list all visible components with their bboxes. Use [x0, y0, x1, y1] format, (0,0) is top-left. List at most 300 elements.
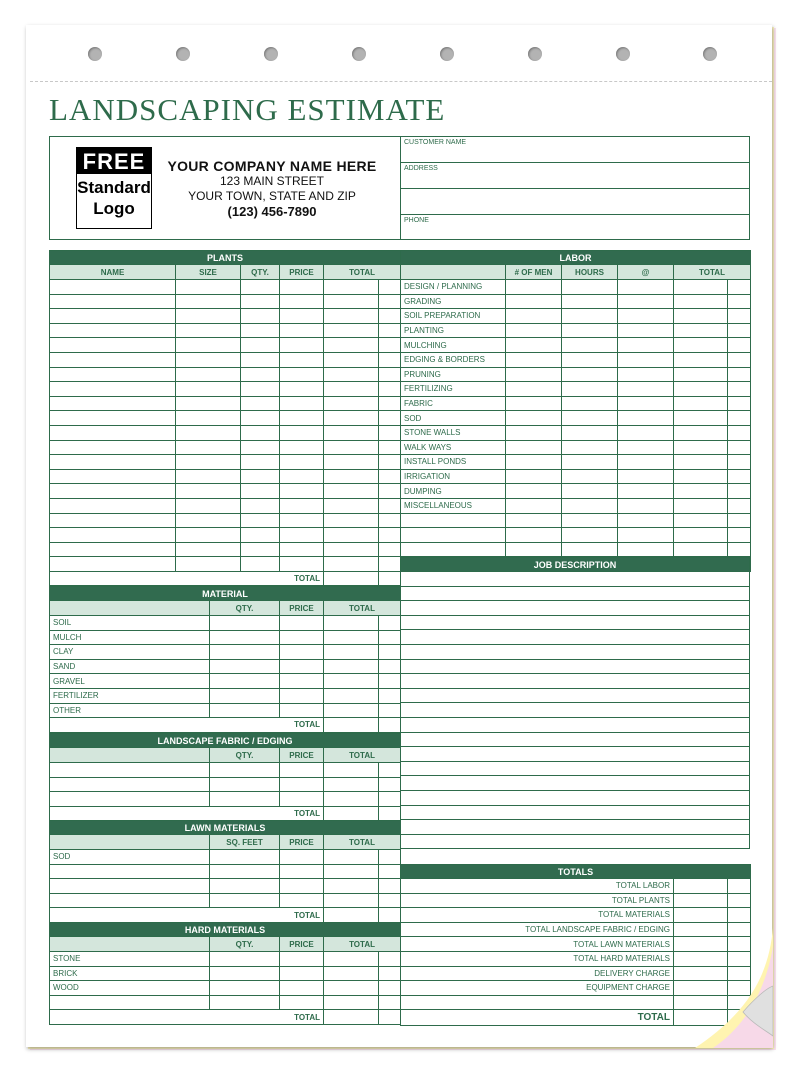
plant-name-cell[interactable]	[50, 455, 176, 470]
plant-size-cell[interactable]	[176, 382, 241, 397]
labor-rate-cell[interactable]	[618, 425, 674, 440]
material-qty-cell[interactable]	[210, 688, 280, 703]
labor-hours-cell[interactable]	[562, 455, 618, 470]
lawn-item-blank[interactable]	[50, 864, 210, 879]
hard-cents-cell[interactable]	[379, 995, 401, 1010]
plant-size-cell[interactable]	[176, 498, 241, 513]
labor-hours-cell[interactable]	[562, 396, 618, 411]
job-description-line[interactable]	[401, 615, 750, 630]
labor-men-cell[interactable]	[506, 498, 562, 513]
labor-rate-cell[interactable]	[618, 382, 674, 397]
plant-qty-cell[interactable]	[241, 455, 280, 470]
plant-name-cell[interactable]	[50, 528, 176, 543]
labor-cents-cell[interactable]	[728, 440, 751, 455]
labor-hours-cell[interactable]	[562, 309, 618, 324]
plants-total-cents[interactable]	[379, 571, 401, 586]
hard-total-cell[interactable]	[324, 952, 379, 967]
fabric-price-cell[interactable]	[280, 777, 324, 792]
labor-task-blank[interactable]	[401, 542, 506, 557]
labor-rate-cell[interactable]	[618, 411, 674, 426]
plant-size-cell[interactable]	[176, 411, 241, 426]
labor-cents-cell[interactable]	[728, 309, 751, 324]
labor-cents-cell[interactable]	[728, 323, 751, 338]
hard-qty-cell[interactable]	[210, 981, 280, 996]
plant-cents-cell[interactable]	[379, 513, 401, 528]
labor-rate-cell[interactable]	[618, 513, 674, 528]
totals-amount-cell[interactable]	[674, 893, 728, 908]
plant-total-cell[interactable]	[324, 469, 379, 484]
fabric-total-cents[interactable]	[379, 806, 401, 821]
plant-price-cell[interactable]	[280, 280, 324, 295]
fabric-price-cell[interactable]	[280, 792, 324, 807]
hard-cents-cell[interactable]	[379, 981, 401, 996]
labor-men-cell[interactable]	[506, 338, 562, 353]
labor-hours-cell[interactable]	[562, 411, 618, 426]
labor-task-blank[interactable]	[401, 528, 506, 543]
job-description-line[interactable]	[401, 586, 750, 601]
hard-price-cell[interactable]	[280, 995, 324, 1010]
fabric-qty-cell[interactable]	[210, 792, 280, 807]
labor-rate-cell[interactable]	[618, 352, 674, 367]
labor-rate-cell[interactable]	[618, 309, 674, 324]
plant-total-cell[interactable]	[324, 557, 379, 572]
plant-size-cell[interactable]	[176, 338, 241, 353]
plant-total-cell[interactable]	[324, 338, 379, 353]
plant-name-cell[interactable]	[50, 498, 176, 513]
plant-total-cell[interactable]	[324, 411, 379, 426]
labor-hours-cell[interactable]	[562, 513, 618, 528]
labor-total-cell[interactable]	[674, 411, 728, 426]
plant-total-cell[interactable]	[324, 484, 379, 499]
labor-rate-cell[interactable]	[618, 440, 674, 455]
plant-qty-cell[interactable]	[241, 542, 280, 557]
lawn-qty-cell[interactable]	[210, 864, 280, 879]
plant-total-cell[interactable]	[324, 498, 379, 513]
plant-cents-cell[interactable]	[379, 528, 401, 543]
plant-size-cell[interactable]	[176, 367, 241, 382]
plant-total-cell[interactable]	[324, 528, 379, 543]
labor-hours-cell[interactable]	[562, 498, 618, 513]
material-cents-cell[interactable]	[379, 630, 401, 645]
plant-cents-cell[interactable]	[379, 542, 401, 557]
plant-size-cell[interactable]	[176, 396, 241, 411]
labor-men-cell[interactable]	[506, 367, 562, 382]
fabric-total-cell[interactable]	[324, 806, 379, 821]
hard-total-cell[interactable]	[324, 995, 379, 1010]
job-description-line[interactable]	[401, 572, 750, 587]
labor-cents-cell[interactable]	[728, 455, 751, 470]
labor-total-cell[interactable]	[674, 367, 728, 382]
material-price-cell[interactable]	[280, 688, 324, 703]
plant-cents-cell[interactable]	[379, 425, 401, 440]
labor-total-cell[interactable]	[674, 352, 728, 367]
plant-cents-cell[interactable]	[379, 338, 401, 353]
labor-rate-cell[interactable]	[618, 338, 674, 353]
labor-rate-cell[interactable]	[618, 396, 674, 411]
plant-cents-cell[interactable]	[379, 455, 401, 470]
plant-qty-cell[interactable]	[241, 338, 280, 353]
material-total-cents[interactable]	[379, 718, 401, 733]
labor-total-cell[interactable]	[674, 440, 728, 455]
plant-size-cell[interactable]	[176, 309, 241, 324]
material-price-cell[interactable]	[280, 659, 324, 674]
labor-total-cell[interactable]	[674, 455, 728, 470]
plant-cents-cell[interactable]	[379, 352, 401, 367]
fabric-price-cell[interactable]	[280, 763, 324, 778]
plant-qty-cell[interactable]	[241, 557, 280, 572]
labor-hours-cell[interactable]	[562, 280, 618, 295]
labor-cents-cell[interactable]	[728, 528, 751, 543]
material-price-cell[interactable]	[280, 674, 324, 689]
fabric-cents-cell[interactable]	[379, 763, 401, 778]
job-description-line[interactable]	[401, 776, 750, 791]
material-total-cell[interactable]	[324, 659, 379, 674]
labor-total-cell[interactable]	[674, 425, 728, 440]
plant-name-cell[interactable]	[50, 382, 176, 397]
plant-cents-cell[interactable]	[379, 440, 401, 455]
plant-cents-cell[interactable]	[379, 367, 401, 382]
plant-size-cell[interactable]	[176, 323, 241, 338]
labor-hours-cell[interactable]	[562, 484, 618, 499]
plant-name-cell[interactable]	[50, 425, 176, 440]
plant-size-cell[interactable]	[176, 294, 241, 309]
plant-qty-cell[interactable]	[241, 352, 280, 367]
plant-name-cell[interactable]	[50, 309, 176, 324]
labor-cents-cell[interactable]	[728, 498, 751, 513]
hard-price-cell[interactable]	[280, 966, 324, 981]
lawn-qty-cell[interactable]	[210, 850, 280, 865]
plant-name-cell[interactable]	[50, 338, 176, 353]
plant-size-cell[interactable]	[176, 469, 241, 484]
labor-men-cell[interactable]	[506, 411, 562, 426]
plant-total-cell[interactable]	[324, 309, 379, 324]
labor-cents-cell[interactable]	[728, 352, 751, 367]
plant-qty-cell[interactable]	[241, 513, 280, 528]
material-cents-cell[interactable]	[379, 659, 401, 674]
labor-hours-cell[interactable]	[562, 425, 618, 440]
plant-qty-cell[interactable]	[241, 440, 280, 455]
labor-men-cell[interactable]	[506, 425, 562, 440]
labor-total-cell[interactable]	[674, 528, 728, 543]
plant-price-cell[interactable]	[280, 455, 324, 470]
plant-total-cell[interactable]	[324, 396, 379, 411]
plant-cents-cell[interactable]	[379, 396, 401, 411]
fabric-item-blank[interactable]	[50, 777, 210, 792]
fabric-cents-cell[interactable]	[379, 777, 401, 792]
plant-price-cell[interactable]	[280, 294, 324, 309]
lawn-cents-cell[interactable]	[379, 850, 401, 865]
labor-hours-cell[interactable]	[562, 542, 618, 557]
plant-total-cell[interactable]	[324, 455, 379, 470]
plant-name-cell[interactable]	[50, 323, 176, 338]
plant-total-cell[interactable]	[324, 513, 379, 528]
labor-rate-cell[interactable]	[618, 542, 674, 557]
plant-cents-cell[interactable]	[379, 280, 401, 295]
labor-rate-cell[interactable]	[618, 469, 674, 484]
hard-qty-cell[interactable]	[210, 952, 280, 967]
material-cents-cell[interactable]	[379, 616, 401, 631]
labor-cents-cell[interactable]	[728, 484, 751, 499]
plant-qty-cell[interactable]	[241, 411, 280, 426]
labor-total-cell[interactable]	[674, 323, 728, 338]
labor-men-cell[interactable]	[506, 440, 562, 455]
job-description-line[interactable]	[401, 630, 750, 645]
job-description-line[interactable]	[401, 688, 750, 703]
totals-cents-cell[interactable]	[728, 893, 751, 908]
plant-price-cell[interactable]	[280, 528, 324, 543]
lawn-qty-cell[interactable]	[210, 893, 280, 908]
labor-cents-cell[interactable]	[728, 367, 751, 382]
job-description-line[interactable]	[401, 732, 750, 747]
plant-name-cell[interactable]	[50, 352, 176, 367]
material-qty-cell[interactable]	[210, 630, 280, 645]
plant-total-cell[interactable]	[324, 323, 379, 338]
material-qty-cell[interactable]	[210, 703, 280, 718]
totals-cents-cell[interactable]	[728, 879, 751, 894]
plant-name-cell[interactable]	[50, 396, 176, 411]
labor-men-cell[interactable]	[506, 528, 562, 543]
job-description-line[interactable]	[401, 747, 750, 762]
labor-cents-cell[interactable]	[728, 396, 751, 411]
labor-men-cell[interactable]	[506, 280, 562, 295]
lawn-qty-cell[interactable]	[210, 879, 280, 894]
labor-rate-cell[interactable]	[618, 280, 674, 295]
material-price-cell[interactable]	[280, 616, 324, 631]
lawn-price-cell[interactable]	[280, 893, 324, 908]
plant-price-cell[interactable]	[280, 338, 324, 353]
labor-men-cell[interactable]	[506, 396, 562, 411]
labor-men-cell[interactable]	[506, 484, 562, 499]
plant-qty-cell[interactable]	[241, 323, 280, 338]
plant-name-cell[interactable]	[50, 280, 176, 295]
plant-size-cell[interactable]	[176, 484, 241, 499]
totals-cents-cell[interactable]	[728, 908, 751, 923]
plant-price-cell[interactable]	[280, 498, 324, 513]
material-qty-cell[interactable]	[210, 674, 280, 689]
plant-price-cell[interactable]	[280, 367, 324, 382]
plant-price-cell[interactable]	[280, 542, 324, 557]
lawn-total-cell[interactable]	[324, 879, 379, 894]
material-cents-cell[interactable]	[379, 645, 401, 660]
fabric-total-cell[interactable]	[324, 777, 379, 792]
job-description-line[interactable]	[401, 805, 750, 820]
material-price-cell[interactable]	[280, 703, 324, 718]
labor-cents-cell[interactable]	[728, 425, 751, 440]
job-description-line[interactable]	[401, 717, 750, 732]
totals-amount-cell[interactable]	[674, 908, 728, 923]
lawn-total-cell[interactable]	[324, 850, 379, 865]
plant-qty-cell[interactable]	[241, 469, 280, 484]
labor-men-cell[interactable]	[506, 309, 562, 324]
job-description-line[interactable]	[401, 601, 750, 616]
customer-name-field[interactable]	[400, 136, 750, 163]
labor-men-cell[interactable]	[506, 352, 562, 367]
fabric-total-cell[interactable]	[324, 763, 379, 778]
plant-name-cell[interactable]	[50, 411, 176, 426]
material-price-cell[interactable]	[280, 630, 324, 645]
lawn-cents-cell[interactable]	[379, 864, 401, 879]
plant-price-cell[interactable]	[280, 469, 324, 484]
plant-price-cell[interactable]	[280, 382, 324, 397]
hard-qty-cell[interactable]	[210, 966, 280, 981]
hard-total-cell[interactable]	[324, 1010, 379, 1025]
material-cents-cell[interactable]	[379, 674, 401, 689]
phone-field[interactable]	[400, 214, 750, 240]
labor-total-cell[interactable]	[674, 484, 728, 499]
plant-size-cell[interactable]	[176, 280, 241, 295]
material-price-cell[interactable]	[280, 645, 324, 660]
lawn-price-cell[interactable]	[280, 864, 324, 879]
plant-total-cell[interactable]	[324, 280, 379, 295]
plant-qty-cell[interactable]	[241, 498, 280, 513]
fabric-qty-cell[interactable]	[210, 763, 280, 778]
plant-total-cell[interactable]	[324, 440, 379, 455]
labor-men-cell[interactable]	[506, 294, 562, 309]
plant-name-cell[interactable]	[50, 557, 176, 572]
hard-cents-cell[interactable]	[379, 952, 401, 967]
plant-name-cell[interactable]	[50, 294, 176, 309]
lawn-item-blank[interactable]	[50, 879, 210, 894]
plant-price-cell[interactable]	[280, 411, 324, 426]
material-total-cell[interactable]	[324, 616, 379, 631]
plant-name-cell[interactable]	[50, 440, 176, 455]
plant-price-cell[interactable]	[280, 309, 324, 324]
plant-qty-cell[interactable]	[241, 280, 280, 295]
labor-hours-cell[interactable]	[562, 440, 618, 455]
labor-hours-cell[interactable]	[562, 367, 618, 382]
plant-qty-cell[interactable]	[241, 367, 280, 382]
labor-total-cell[interactable]	[674, 382, 728, 397]
lawn-cents-cell[interactable]	[379, 879, 401, 894]
plant-size-cell[interactable]	[176, 542, 241, 557]
plant-size-cell[interactable]	[176, 352, 241, 367]
hard-total-cell[interactable]	[324, 981, 379, 996]
labor-rate-cell[interactable]	[618, 323, 674, 338]
plant-cents-cell[interactable]	[379, 309, 401, 324]
hard-total-cell[interactable]	[324, 966, 379, 981]
labor-rate-cell[interactable]	[618, 528, 674, 543]
plant-cents-cell[interactable]	[379, 557, 401, 572]
plant-size-cell[interactable]	[176, 440, 241, 455]
plant-size-cell[interactable]	[176, 528, 241, 543]
address-field[interactable]	[400, 162, 750, 189]
labor-total-cell[interactable]	[674, 280, 728, 295]
labor-rate-cell[interactable]	[618, 367, 674, 382]
plant-size-cell[interactable]	[176, 557, 241, 572]
fabric-item-blank[interactable]	[50, 792, 210, 807]
labor-hours-cell[interactable]	[562, 382, 618, 397]
plant-total-cell[interactable]	[324, 294, 379, 309]
plant-total-cell[interactable]	[324, 382, 379, 397]
material-cents-cell[interactable]	[379, 703, 401, 718]
plants-total-cell[interactable]	[324, 571, 379, 586]
plant-price-cell[interactable]	[280, 557, 324, 572]
plant-size-cell[interactable]	[176, 513, 241, 528]
plant-cents-cell[interactable]	[379, 323, 401, 338]
job-description-line[interactable]	[401, 834, 750, 849]
hard-item-blank[interactable]	[50, 995, 210, 1010]
material-total-cell[interactable]	[324, 703, 379, 718]
plant-qty-cell[interactable]	[241, 528, 280, 543]
plant-total-cell[interactable]	[324, 367, 379, 382]
plant-cents-cell[interactable]	[379, 294, 401, 309]
labor-total-cell[interactable]	[674, 498, 728, 513]
job-description-line[interactable]	[401, 703, 750, 718]
lawn-total-cell[interactable]	[324, 908, 379, 923]
job-description-line[interactable]	[401, 644, 750, 659]
plant-name-cell[interactable]	[50, 469, 176, 484]
material-qty-cell[interactable]	[210, 616, 280, 631]
labor-cents-cell[interactable]	[728, 513, 751, 528]
plant-total-cell[interactable]	[324, 542, 379, 557]
plant-name-cell[interactable]	[50, 513, 176, 528]
labor-hours-cell[interactable]	[562, 528, 618, 543]
labor-hours-cell[interactable]	[562, 294, 618, 309]
job-description-line[interactable]	[401, 674, 750, 689]
labor-total-cell[interactable]	[674, 469, 728, 484]
plant-price-cell[interactable]	[280, 425, 324, 440]
plant-qty-cell[interactable]	[241, 425, 280, 440]
plant-cents-cell[interactable]	[379, 498, 401, 513]
address-field-2[interactable]	[400, 188, 750, 215]
labor-cents-cell[interactable]	[728, 382, 751, 397]
job-description-line[interactable]	[401, 659, 750, 674]
labor-rate-cell[interactable]	[618, 294, 674, 309]
plant-price-cell[interactable]	[280, 352, 324, 367]
hard-total-cents[interactable]	[379, 1010, 401, 1025]
fabric-qty-cell[interactable]	[210, 777, 280, 792]
plant-size-cell[interactable]	[176, 425, 241, 440]
plant-name-cell[interactable]	[50, 367, 176, 382]
material-total-cell[interactable]	[324, 674, 379, 689]
labor-total-cell[interactable]	[674, 542, 728, 557]
lawn-cents-cell[interactable]	[379, 893, 401, 908]
plant-qty-cell[interactable]	[241, 396, 280, 411]
material-total-cell[interactable]	[324, 630, 379, 645]
labor-total-cell[interactable]	[674, 294, 728, 309]
plant-price-cell[interactable]	[280, 484, 324, 499]
labor-men-cell[interactable]	[506, 455, 562, 470]
fabric-item-blank[interactable]	[50, 763, 210, 778]
plant-price-cell[interactable]	[280, 513, 324, 528]
material-qty-cell[interactable]	[210, 645, 280, 660]
labor-rate-cell[interactable]	[618, 455, 674, 470]
job-description-line[interactable]	[401, 790, 750, 805]
labor-cents-cell[interactable]	[728, 542, 751, 557]
material-cents-cell[interactable]	[379, 688, 401, 703]
hard-qty-cell[interactable]	[210, 995, 280, 1010]
plant-name-cell[interactable]	[50, 542, 176, 557]
labor-men-cell[interactable]	[506, 542, 562, 557]
plant-qty-cell[interactable]	[241, 294, 280, 309]
plant-cents-cell[interactable]	[379, 469, 401, 484]
hard-price-cell[interactable]	[280, 952, 324, 967]
labor-rate-cell[interactable]	[618, 484, 674, 499]
labor-total-cell[interactable]	[674, 513, 728, 528]
lawn-total-cents[interactable]	[379, 908, 401, 923]
job-description-line[interactable]	[401, 761, 750, 776]
plant-cents-cell[interactable]	[379, 411, 401, 426]
labor-cents-cell[interactable]	[728, 411, 751, 426]
plant-cents-cell[interactable]	[379, 382, 401, 397]
plant-total-cell[interactable]	[324, 352, 379, 367]
plant-qty-cell[interactable]	[241, 382, 280, 397]
plant-price-cell[interactable]	[280, 440, 324, 455]
plant-qty-cell[interactable]	[241, 309, 280, 324]
labor-total-cell[interactable]	[674, 338, 728, 353]
labor-hours-cell[interactable]	[562, 469, 618, 484]
labor-men-cell[interactable]	[506, 382, 562, 397]
